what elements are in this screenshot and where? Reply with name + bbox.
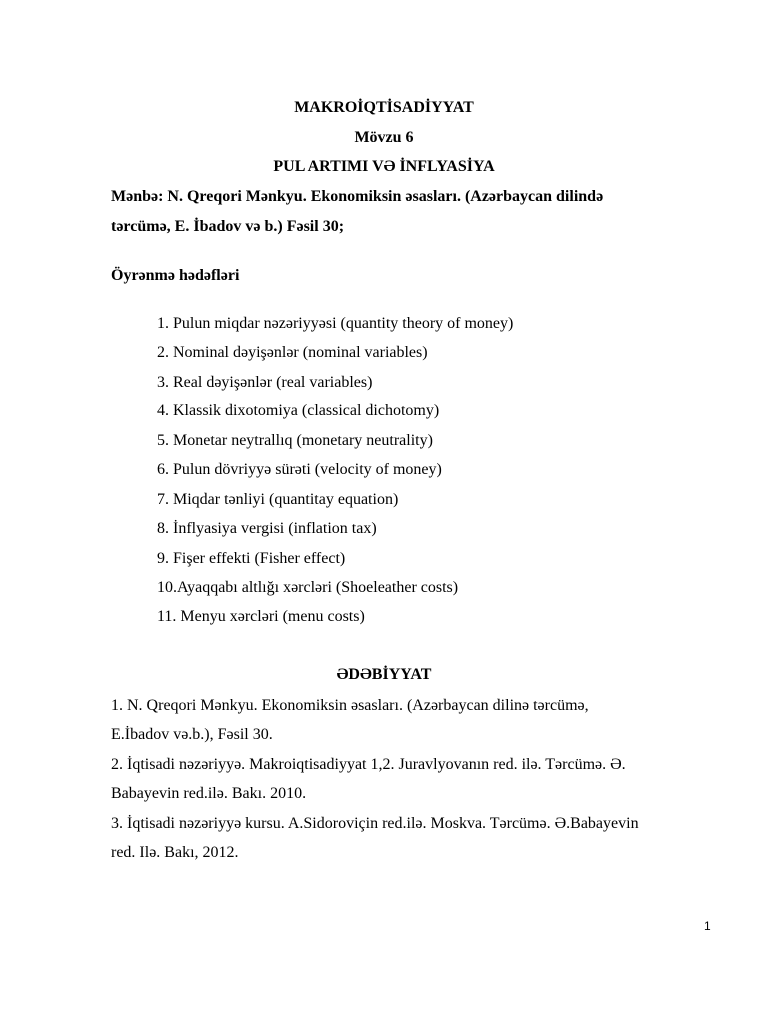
topic-title: PUL ARTIMI VƏ İNFLYASİYA — [273, 158, 495, 175]
source-line-2: tərcümə, E. İbadov və b.) Fəsil 30; — [111, 218, 345, 235]
list-item: 2. Nominal dəyişənlər (nominal variables) — [157, 344, 428, 361]
list-item: 9. Fişer effekti (Fisher effect) — [157, 550, 346, 567]
list-item: 11. Menyu xərcləri (menu costs) — [157, 608, 365, 625]
list-item: 10.Ayaqqabı altlığı xərcləri (Shoeleather costs) — [157, 579, 459, 596]
literature-line: 1. N. Qreqori Mənkyu. Ekonomiksin əsasları. (Azərbaycan dilinə tərcümə, — [111, 697, 589, 714]
list-item: 3. Real dəyişənlər (real variables) — [157, 374, 373, 391]
literature-line: red. Ilə. Bakı, 2012. — [111, 844, 239, 861]
list-item: 4. Klassik dixotomiya (classical dichotomy) — [157, 402, 440, 419]
document-title: MAKROİQTİSADİYYAT — [294, 99, 474, 116]
objectives-heading: Öyrənmə hədəfləri — [111, 267, 240, 284]
page-number: 1 — [704, 919, 711, 933]
topic-number: Mövzu 6 — [354, 129, 414, 146]
list-item: 6. Pulun dövriyyə sürəti (velocity of money) — [157, 461, 442, 478]
list-item: 7. Miqdar tənliyi (quantitay equation) — [157, 491, 399, 508]
literature-line: E.İbadov və.b.), Fəsil 30. — [111, 726, 273, 743]
source-line-1: Mənbə: N. Qreqori Mənkyu. Ekonomiksin əsasları. (Azərbaycan dilində — [111, 188, 604, 205]
literature-line: 2. İqtisadi nəzəriyyə. Makroiqtisadiyyat 1,2. Juravlyovanın red. ilə. Tərcümə. Ə. — [111, 756, 626, 773]
literature-heading: ƏDƏBİYYAT — [336, 666, 432, 683]
list-item: 1. Pulun miqdar nəzəriyyəsi (quantity theory of money) — [157, 315, 514, 332]
literature-line: 3. İqtisadi nəzəriyyə kursu. A.Sidoroviçin red.ilə. Moskva. Tərcümə. Ə.Babayevin — [111, 815, 639, 832]
list-item: 5. Monetar neytrallıq (monetary neutrality) — [157, 432, 433, 449]
list-item: 8. İnflyasiya vergisi (inflation tax) — [157, 520, 377, 537]
literature-line: Babayevin red.ilə. Bakı. 2010. — [111, 785, 307, 802]
